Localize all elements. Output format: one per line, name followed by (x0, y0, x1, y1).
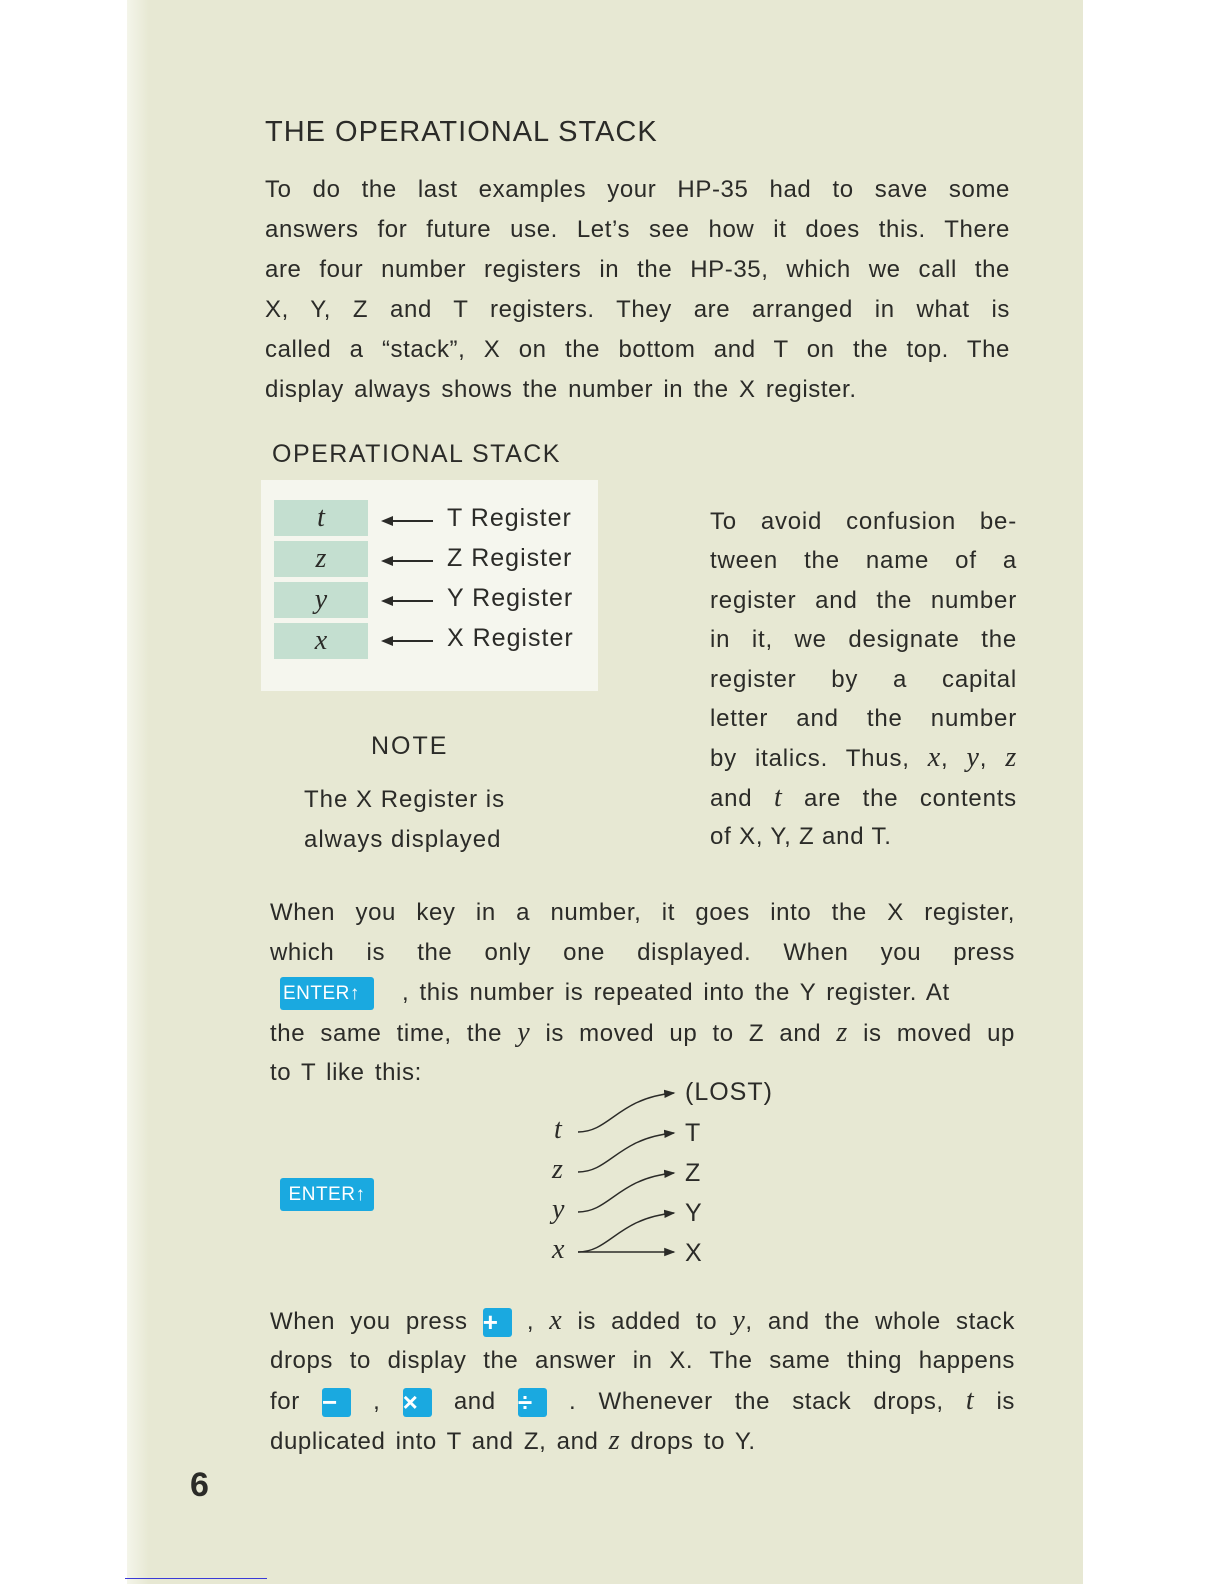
add-text: duplicated into T and Z, and (270, 1428, 609, 1455)
add-text: , (511, 1308, 550, 1335)
var-z: z (608, 1425, 621, 1456)
sidebar-line: tween the name of a (710, 547, 1017, 575)
stack-lift-diagram (540, 1076, 800, 1272)
intro-line: X, Y, Z and T registers. They are arranged in what is (265, 296, 1010, 323)
intro-line: called a “stack”, X on the bottom and T on the top. The (265, 336, 1010, 363)
sidebar-text: by italics. Thus, (710, 745, 928, 773)
add-text: . Whenever the stack drops, (546, 1388, 966, 1415)
enter-line (270, 973, 1015, 1013)
add-text: is added to (562, 1308, 733, 1335)
note-line: The X Register is (304, 786, 506, 813)
add-text: and (431, 1388, 518, 1415)
add-line (270, 1381, 1015, 1421)
intro-line: are four number registers in the HP-35, which we call the (265, 256, 1010, 283)
enter-text: is moved up (847, 1020, 1015, 1047)
enter-line: which is the only one displayed. When you press (270, 939, 1015, 966)
var-y: y (966, 742, 980, 774)
enter-paragraph (270, 893, 1015, 1093)
register-cell-x: x (274, 623, 368, 659)
var-x: x (549, 1305, 563, 1336)
sidebar-line: register and the number (710, 586, 1017, 614)
enter-line (270, 1013, 1015, 1053)
section-heading: THE OPERATIONAL STACK (265, 116, 658, 148)
enter-key-icon: ENTER↑ (280, 977, 374, 1010)
page-number: 6 (190, 1466, 209, 1504)
note-text (304, 780, 505, 860)
add-text: , (351, 1388, 403, 1415)
sidebar-text: , (941, 745, 967, 773)
diagram-title: OPERATIONAL STACK (272, 440, 561, 468)
var-z: z (1005, 742, 1018, 774)
sidebar-line: To avoid confusion be- (710, 508, 1017, 535)
add-text: for (270, 1388, 322, 1415)
var-z: z (836, 1017, 848, 1048)
flow-source-t: t (554, 1114, 562, 1145)
flow-source-z: z (552, 1154, 563, 1185)
intro-line: answers for future use. Let’s see how it does this. There (265, 216, 1010, 243)
flow-target-x: X (685, 1239, 703, 1267)
times-key-icon: × (403, 1388, 432, 1417)
intro-line: display always shows the number in the X register. (265, 376, 857, 403)
enter-text: the same time, the (270, 1020, 518, 1047)
var-t: t (773, 781, 783, 813)
add-line (270, 1301, 1015, 1341)
sidebar-text: , (979, 745, 1006, 773)
sidebar-line: register by a capital (710, 665, 1017, 693)
register-label-t: T Register (447, 504, 572, 532)
flow-lost-label: (LOST) (685, 1078, 773, 1106)
sidebar-text: and (710, 784, 774, 812)
add-paragraph (270, 1301, 1015, 1461)
naming-sidebar (710, 502, 1017, 857)
footer-link-underline[interactable] (125, 1578, 267, 1579)
flow-target-y: Y (685, 1199, 703, 1227)
register-cell-z: z (274, 541, 368, 577)
register-label-y: Y Register (447, 584, 574, 612)
var-t: t (965, 1385, 975, 1416)
sidebar-text: are the contents (782, 784, 1017, 812)
enter-key-icon: ENTER↑ (280, 1178, 374, 1211)
divide-key-icon: ÷ (518, 1388, 547, 1417)
sidebar-line: of X, Y, Z and T. (710, 823, 892, 851)
flow-source-x: x (552, 1234, 565, 1265)
register-label-z: Z Register (447, 544, 573, 572)
left-arrow-icon (381, 635, 433, 647)
add-text: When you press (270, 1308, 483, 1335)
sidebar-line: in it, we designate the (710, 626, 1017, 654)
add-text: is (974, 1388, 1015, 1415)
plus-key-icon: + (483, 1308, 512, 1337)
intro-paragraph (265, 170, 1010, 410)
add-line: drops to display the answer in X. The same thing happens (270, 1347, 1015, 1374)
flow-source-y: y (552, 1194, 565, 1225)
register-label-x: X Register (447, 624, 574, 652)
add-line (270, 1421, 1015, 1461)
left-arrow-icon (381, 515, 433, 527)
var-y: y (517, 1017, 531, 1048)
sidebar-line (710, 778, 1017, 817)
enter-line: to T like this: (270, 1059, 422, 1086)
register-cell-y: y (274, 582, 368, 618)
minus-key-icon: − (322, 1388, 351, 1417)
register-cell-t: t (274, 500, 368, 536)
enter-line: When you key in a number, it goes into the X register, (270, 899, 1015, 926)
var-x: x (927, 742, 942, 774)
left-arrow-icon (381, 555, 433, 567)
enter-flow-key (280, 1178, 374, 1211)
stack-diagram (261, 480, 598, 691)
flow-target-z: Z (685, 1159, 702, 1187)
enter-text: , this number is repeated into the Y register. At (402, 979, 950, 1006)
sidebar-line: letter and the number (710, 704, 1017, 732)
add-text: drops to Y. (620, 1428, 756, 1455)
intro-line: To do the last examples your HP-35 had to save some (265, 176, 1010, 203)
var-y: y (732, 1305, 746, 1336)
page-edge-shading (127, 0, 149, 1584)
left-arrow-icon (381, 595, 433, 607)
enter-text: is moved up to Z and (530, 1020, 837, 1047)
add-text: , and the whole stack (745, 1308, 1015, 1335)
note-title: NOTE (371, 732, 449, 760)
flow-target-t: T (685, 1119, 702, 1147)
sidebar-line (710, 738, 1017, 777)
note-line: always displayed (304, 826, 502, 853)
